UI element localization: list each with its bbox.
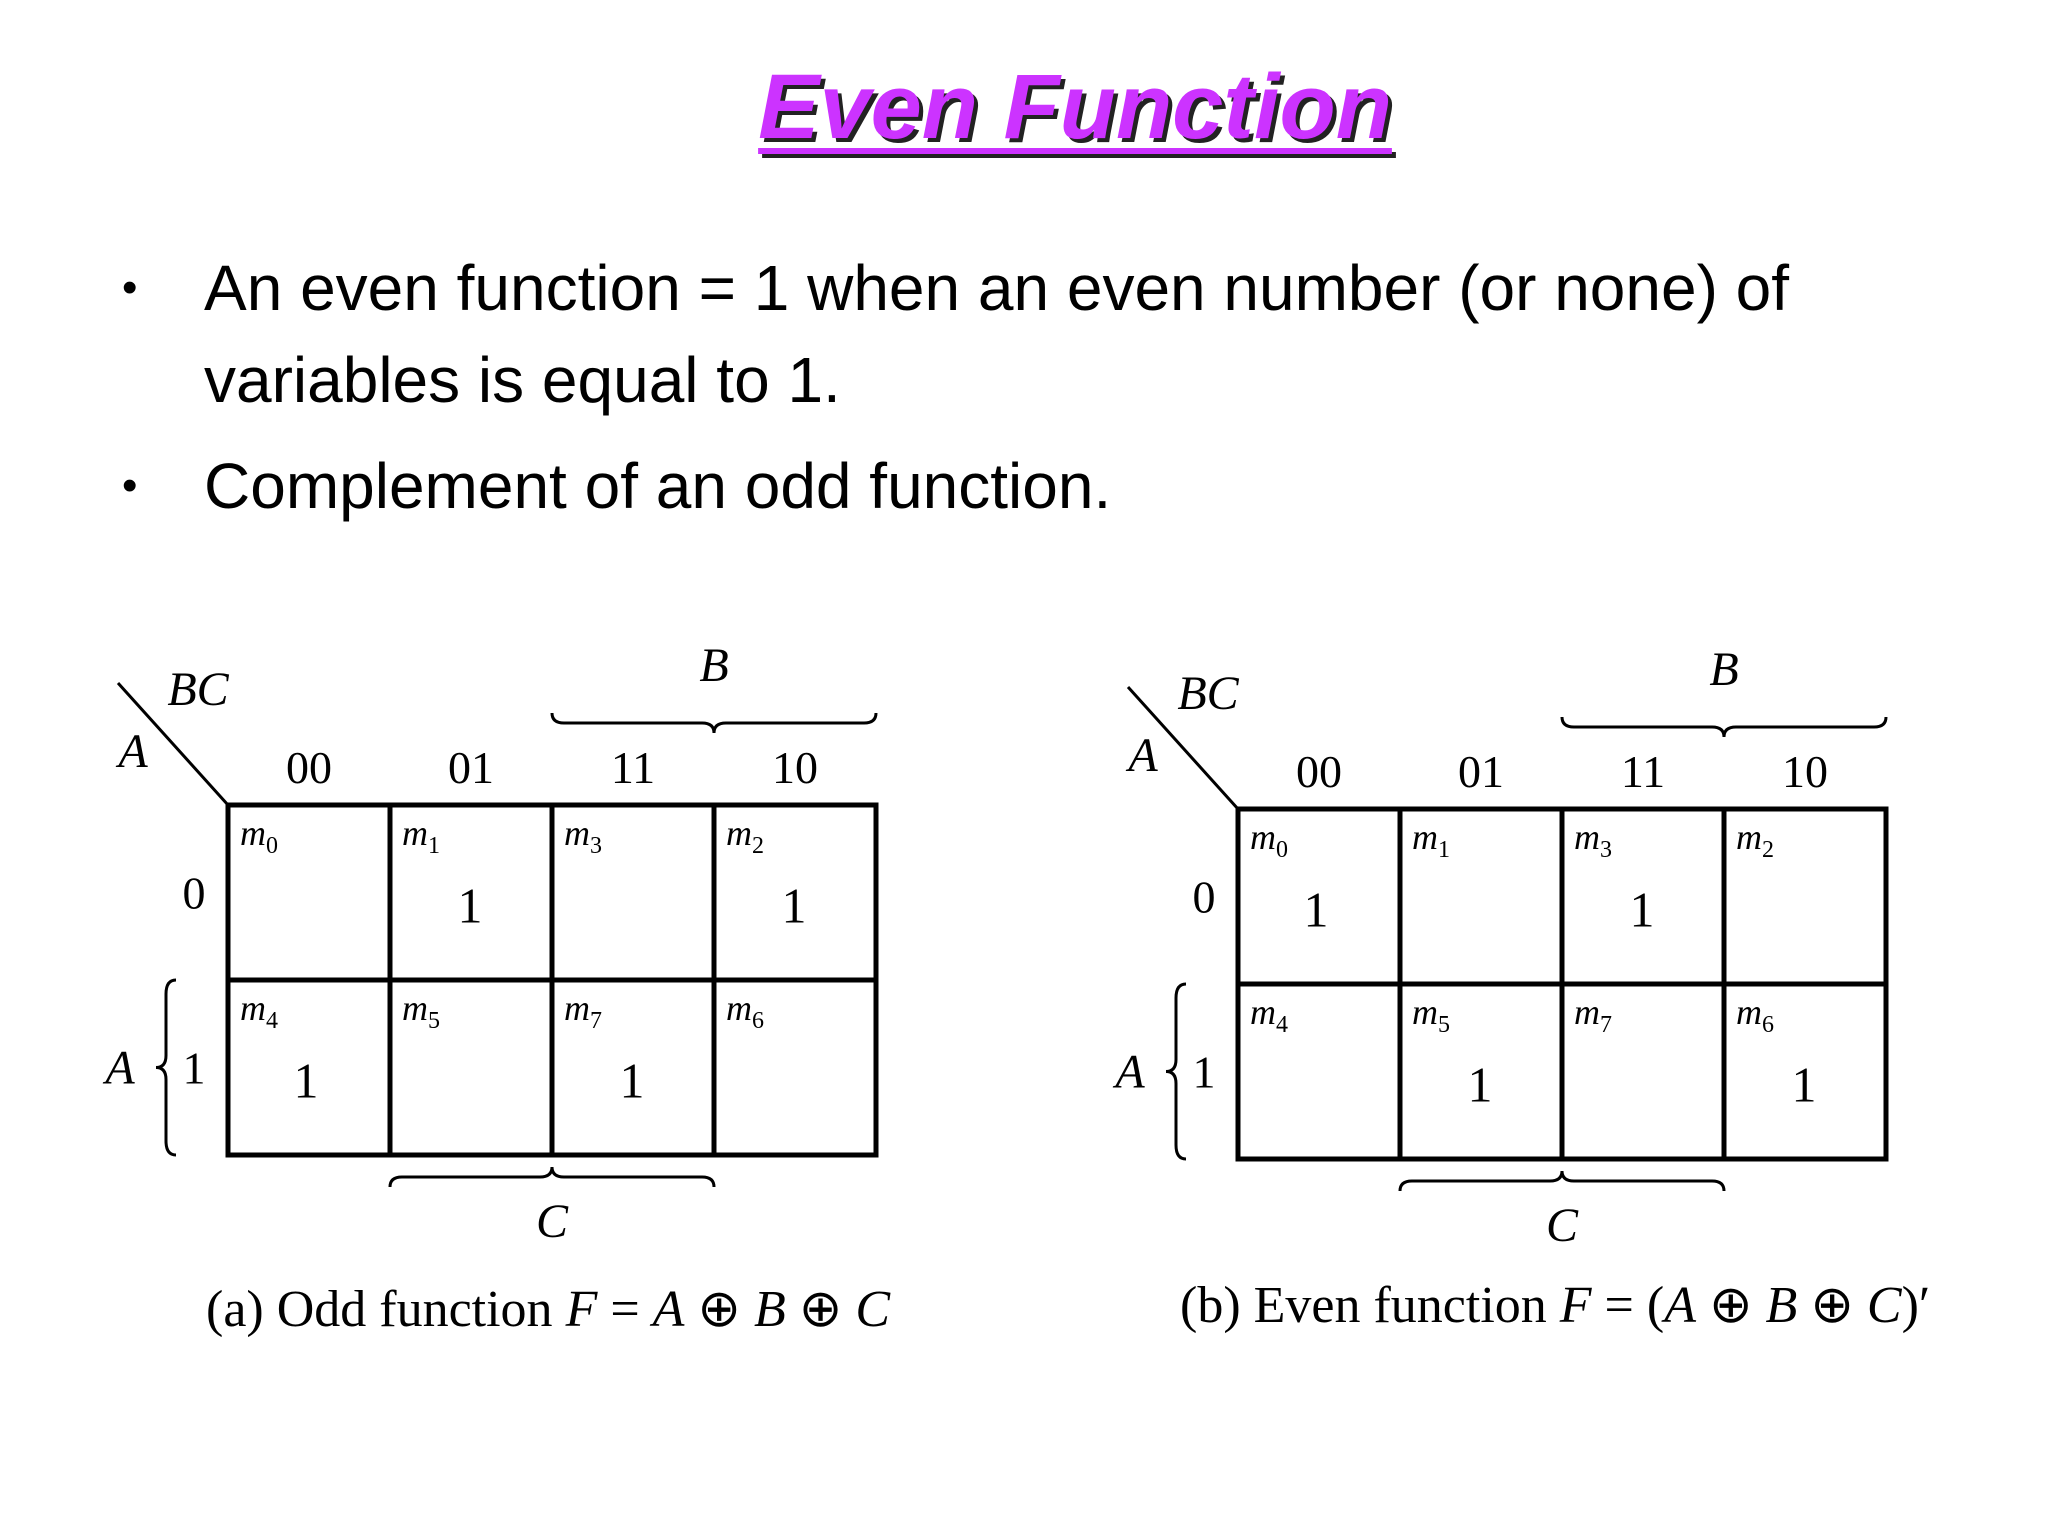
kmap-cell-value: 1 bbox=[781, 877, 807, 934]
caption-xor: ⊕ bbox=[1695, 1277, 1766, 1334]
kmap-cell-value: 1 bbox=[1467, 1056, 1493, 1113]
kmap-minterm-label: $m_5$ bbox=[1412, 992, 1450, 1038]
caption-var-a: A bbox=[652, 1281, 685, 1338]
kmap-col-label: 11 bbox=[1620, 746, 1666, 797]
slide-title: Even Function bbox=[758, 56, 1392, 158]
kmap-brace-b-label: B bbox=[1709, 643, 1739, 696]
kmap-row-label: 0 bbox=[182, 867, 206, 919]
kmap-row-label: 1 bbox=[182, 1042, 206, 1094]
caption-var-c: C bbox=[855, 1281, 891, 1338]
kmap-row-var-label: A bbox=[118, 725, 148, 778]
kmap-minterm-subscript: 4 bbox=[1276, 1012, 1288, 1038]
kmap-col-label: 01 bbox=[1458, 746, 1504, 797]
kmap-brace-c-label: C bbox=[1545, 1199, 1579, 1252]
kmap-minterm-subscript: 7 bbox=[590, 1008, 602, 1034]
kmap-cell-value: 1 bbox=[619, 1052, 645, 1109]
caption-var-f: F bbox=[565, 1281, 598, 1338]
kmap-minterm-subscript: 3 bbox=[590, 833, 602, 859]
bullet-dot: • bbox=[122, 461, 138, 510]
caption-var-c: C bbox=[1866, 1277, 1902, 1334]
kmap-minterm-label: $m_3$ bbox=[564, 813, 602, 859]
kmap-minterm-subscript: 2 bbox=[1762, 837, 1774, 863]
kmap-minterm-subscript: 6 bbox=[1762, 1012, 1774, 1038]
kmap-minterm-subscript: 1 bbox=[1438, 837, 1450, 863]
kmap-minterm-label: $m_6$ bbox=[1736, 992, 1774, 1038]
caption-suffix: )′ bbox=[1901, 1277, 1931, 1334]
kmap-row-label: 0 bbox=[1192, 871, 1216, 923]
caption-xor: ⊕ bbox=[785, 1281, 856, 1338]
kmap-minterm-subscript: 0 bbox=[266, 833, 278, 859]
kmap-minterm-label: $m_0$ bbox=[240, 813, 278, 859]
kmap-minterm-label: $m_5$ bbox=[402, 988, 440, 1034]
caption-xor: ⊕ bbox=[1797, 1277, 1867, 1334]
kmap-cell-value: 1 bbox=[1791, 1056, 1817, 1113]
kmap-col-label: 00 bbox=[1296, 746, 1342, 797]
kmap-minterm-subscript: 5 bbox=[1438, 1012, 1450, 1038]
kmap-minterm-label: $m_4$ bbox=[1250, 992, 1288, 1038]
caption-prefix: (a) Odd function bbox=[206, 1281, 566, 1338]
kmap-minterm-subscript: 1 bbox=[428, 833, 440, 859]
kmap-minterm-label: $m_7$ bbox=[564, 988, 602, 1034]
kmap-col-label: 11 bbox=[610, 742, 656, 793]
kmap-brace-b-label: B bbox=[699, 639, 729, 692]
kmap-minterm-label: $m_1$ bbox=[402, 813, 440, 859]
caption-prefix: (b) Even function bbox=[1180, 1277, 1560, 1334]
kmap-minterm-label: $m_2$ bbox=[726, 813, 764, 859]
kmap-brace-b bbox=[552, 713, 876, 733]
kmap-brace-a bbox=[1166, 984, 1186, 1159]
caption-var-b: B bbox=[754, 1281, 786, 1338]
bullet-dot: • bbox=[122, 263, 138, 312]
kmap-even bbox=[1112, 643, 1886, 1252]
kmap-cell-value: 1 bbox=[293, 1052, 319, 1109]
kmap-minterm-label: $m_3$ bbox=[1574, 817, 1612, 863]
kmap-col-label: 00 bbox=[286, 742, 332, 793]
kmap-odd bbox=[102, 639, 876, 1248]
kmap-minterm-label: $m_1$ bbox=[1412, 817, 1450, 863]
caption-var-f: F bbox=[1559, 1277, 1592, 1334]
kmap-row-label: 1 bbox=[1192, 1046, 1216, 1098]
kmap-brace-c bbox=[1400, 1171, 1724, 1191]
caption-var-a: A bbox=[1664, 1277, 1696, 1334]
kmap-cell-value: 1 bbox=[1303, 881, 1329, 938]
bullet-text: Complement of an odd function. bbox=[204, 450, 1112, 522]
kmap-cell-value: 1 bbox=[1629, 881, 1655, 938]
caption-xor: ⊕ bbox=[684, 1281, 754, 1338]
kmap-minterm-subscript: 4 bbox=[266, 1008, 278, 1034]
kmap-col-label: 01 bbox=[448, 742, 494, 793]
kmap-brace-c bbox=[390, 1167, 714, 1187]
kmap-col-label: 10 bbox=[1782, 746, 1828, 797]
kmap-brace-c-label: C bbox=[535, 1195, 569, 1248]
kmap-col-label: 10 bbox=[772, 742, 818, 793]
kmap-minterm-label: $m_7$ bbox=[1574, 992, 1612, 1038]
kmap-col-vars-label: BC bbox=[167, 663, 229, 716]
kmap-col-vars-label: BC bbox=[1177, 667, 1239, 720]
caption-eq: = ( bbox=[1591, 1277, 1665, 1334]
kmap-minterm-label: $m_0$ bbox=[1250, 817, 1288, 863]
kmap-caption-even bbox=[1180, 1276, 1930, 1336]
kmap-caption-odd bbox=[206, 1280, 890, 1340]
kmap-minterm-subscript: 2 bbox=[752, 833, 764, 859]
kmap-minterm-subscript: 7 bbox=[1600, 1012, 1612, 1038]
kmap-row-var-label: A bbox=[1128, 729, 1158, 782]
kmap-minterm-subscript: 3 bbox=[1600, 837, 1612, 863]
kmap-minterm-subscript: 0 bbox=[1276, 837, 1288, 863]
kmap-minterm-label: $m_6$ bbox=[726, 988, 764, 1034]
caption-var-b: B bbox=[1765, 1277, 1798, 1334]
kmap-minterm-label: $m_2$ bbox=[1736, 817, 1774, 863]
kmap-minterm-subscript: 5 bbox=[428, 1008, 440, 1034]
kmap-brace-a-label: A bbox=[1115, 1045, 1145, 1099]
kmap-minterm-label: $m_4$ bbox=[240, 988, 278, 1034]
kmap-brace-b bbox=[1562, 717, 1886, 737]
caption-eq: = bbox=[597, 1281, 653, 1338]
bullet-text: An even function = 1 when an even number (or none) of variables is equal to 1. bbox=[204, 252, 1790, 416]
kmap-brace-a bbox=[156, 980, 176, 1155]
kmap-brace-a-label: A bbox=[105, 1041, 135, 1095]
kmap-minterm-subscript: 6 bbox=[752, 1008, 764, 1034]
kmap-cell-value: 1 bbox=[457, 877, 483, 934]
